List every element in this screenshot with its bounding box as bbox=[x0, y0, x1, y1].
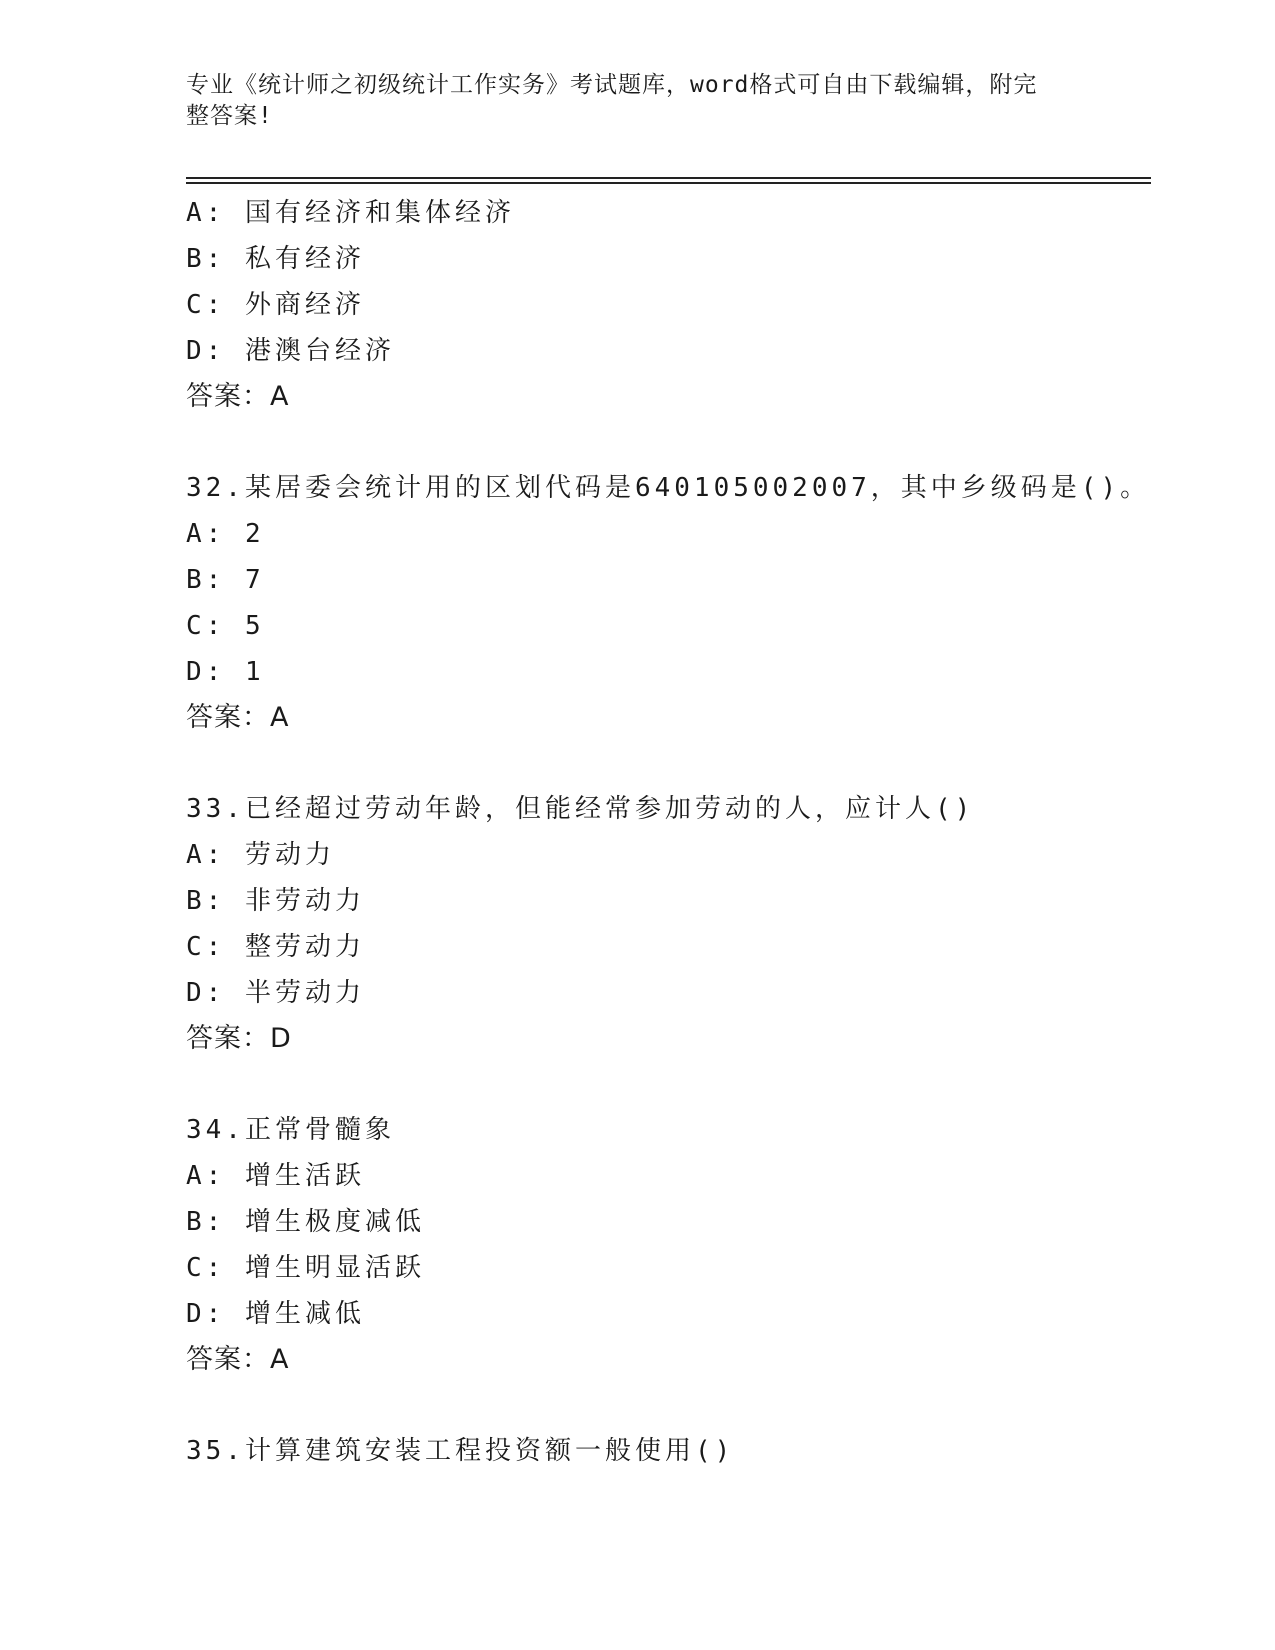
answer-text: 答案：A bbox=[186, 702, 290, 733]
option-c: C: 5 bbox=[186, 611, 265, 641]
option-a: A: 国有经济和集体经济 bbox=[186, 198, 515, 228]
question-block bbox=[186, 1428, 1151, 1474]
question-block bbox=[186, 786, 1151, 1062]
option-b: B: 私有经济 bbox=[186, 244, 365, 274]
answer-text: 答案：A bbox=[186, 1344, 290, 1375]
header-rule-bottom bbox=[186, 182, 1151, 184]
question-list bbox=[186, 190, 1151, 1474]
question-block bbox=[186, 465, 1151, 741]
option-b: B: 7 bbox=[186, 565, 265, 595]
option-b: B: 增生极度减低 bbox=[186, 1207, 425, 1237]
option-c: C: 整劳动力 bbox=[186, 932, 365, 962]
option-c: C: 外商经济 bbox=[186, 290, 365, 320]
question-text: 32.某居委会统计用的区划代码是640105002007，其中乡级码是()。 bbox=[186, 473, 1151, 503]
option-a: A: 劳动力 bbox=[186, 840, 335, 870]
option-d: D: 半劳动力 bbox=[186, 978, 365, 1008]
question-block bbox=[186, 1107, 1151, 1383]
answer-text: 答案：D bbox=[186, 1023, 292, 1054]
header-line-1: 专业《统计师之初级统计工作实务》考试题库，word格式可自由下载编辑，附完 bbox=[186, 72, 1038, 98]
answer-text: 答案：A bbox=[186, 381, 290, 412]
option-d: D: 增生减低 bbox=[186, 1299, 365, 1329]
option-b: B: 非劳动力 bbox=[186, 886, 365, 916]
question-text: 35.计算建筑安装工程投资额一般使用() bbox=[186, 1436, 735, 1466]
option-d: D: 1 bbox=[186, 657, 265, 687]
document-header bbox=[186, 70, 1066, 132]
option-a: A: 增生活跃 bbox=[186, 1161, 365, 1191]
option-a: A: 2 bbox=[186, 519, 265, 549]
header-line-2: 整答案! bbox=[186, 103, 273, 129]
question-text: 34.正常骨髓象 bbox=[186, 1115, 395, 1145]
option-d: D: 港澳台经济 bbox=[186, 336, 395, 366]
question-block bbox=[186, 190, 1151, 420]
question-text: 33.已经超过劳动年龄，但能经常参加劳动的人，应计人() bbox=[186, 794, 975, 824]
option-c: C: 增生明显活跃 bbox=[186, 1253, 425, 1283]
header-rule-top bbox=[186, 177, 1151, 179]
